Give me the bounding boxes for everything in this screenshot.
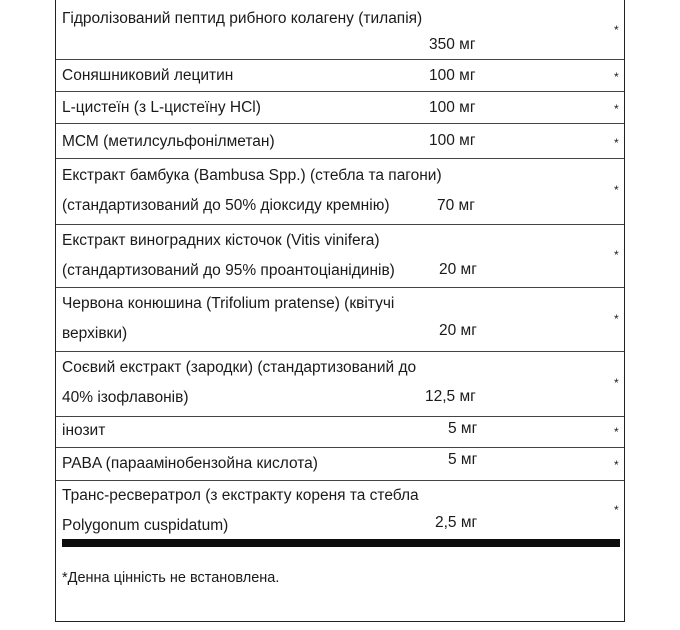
ingredient-row — [56, 447, 624, 481]
ingredient-row — [56, 123, 624, 159]
ingredient-name: Гідролізований пептид рибного колагену (тилапія) — [62, 10, 423, 27]
ingredient-amount: 12,5 мг — [425, 388, 476, 405]
ingredient-name: Екстракт виноградних кісточок (Vitis vinifera) (стандартизований до 95% проантоціанідинів) — [62, 232, 395, 279]
daily-value-asterisk: * — [614, 503, 619, 517]
daily-value-asterisk: * — [614, 312, 619, 326]
ingredient-amount: 20 мг — [439, 322, 477, 339]
ingredient-name: Соняшниковий лецитин — [62, 67, 234, 84]
section-divider — [62, 539, 620, 547]
ingredient-name: Транс-ресвератрол (з екстракту кореня та стебла Polygonum cuspidatum) — [62, 487, 419, 534]
daily-value-asterisk: * — [614, 183, 619, 197]
ingredient-row — [56, 287, 624, 352]
daily-value-asterisk: * — [614, 23, 619, 37]
ingredient-amount: 100 мг — [429, 67, 476, 84]
ingredient-amount: 70 мг — [437, 197, 475, 214]
ingredient-row — [56, 158, 624, 225]
supplement-facts-panel — [55, 0, 625, 622]
ingredient-name: Соєвий екстракт (зародки) (стандартизований до 40% ізофлавонів) — [62, 359, 417, 406]
ingredient-row — [56, 224, 624, 288]
ingredient-row — [56, 416, 624, 448]
ingredient-amount: 2,5 мг — [435, 514, 478, 531]
ingredient-row — [56, 59, 624, 92]
ingredient-amount: 100 мг — [429, 99, 476, 116]
daily-value-asterisk: * — [614, 458, 619, 472]
daily-value-asterisk: * — [614, 136, 619, 150]
ingredient-name: Червона конюшина (Trifolium pratense) (квітучі верхівки) — [62, 295, 395, 342]
ingredient-row — [56, 0, 624, 60]
ingredient-row — [56, 480, 624, 539]
ingredient-row — [56, 91, 624, 124]
footnote: *Денна цінність не встановлена. — [62, 570, 280, 586]
ingredient-amount: 350 мг — [429, 36, 476, 53]
ingredient-name: Екстракт бамбука (Bambusa Spp.) (стебла та пагони) (стандартизований до 50% діоксиду кремнію) — [62, 167, 442, 214]
ingredient-amount: 5 мг — [448, 420, 478, 437]
daily-value-asterisk: * — [614, 248, 619, 262]
daily-value-asterisk: * — [614, 102, 619, 116]
daily-value-asterisk: * — [614, 376, 619, 390]
ingredient-amount: 100 мг — [429, 132, 476, 149]
ingredient-name: МСМ (метилсульфонілметан) — [62, 133, 275, 150]
ingredient-name: інозит — [62, 422, 106, 439]
ingredient-name: PABA (параамінобензойна кислота) — [62, 455, 318, 472]
ingredient-row — [56, 351, 624, 417]
daily-value-asterisk: * — [614, 70, 619, 84]
ingredient-amount: 20 мг — [439, 261, 477, 278]
ingredient-name: L-цистеїн (з L-цистеїну HCl) — [62, 99, 261, 116]
ingredient-amount: 5 мг — [448, 451, 478, 468]
daily-value-asterisk: * — [614, 425, 619, 439]
